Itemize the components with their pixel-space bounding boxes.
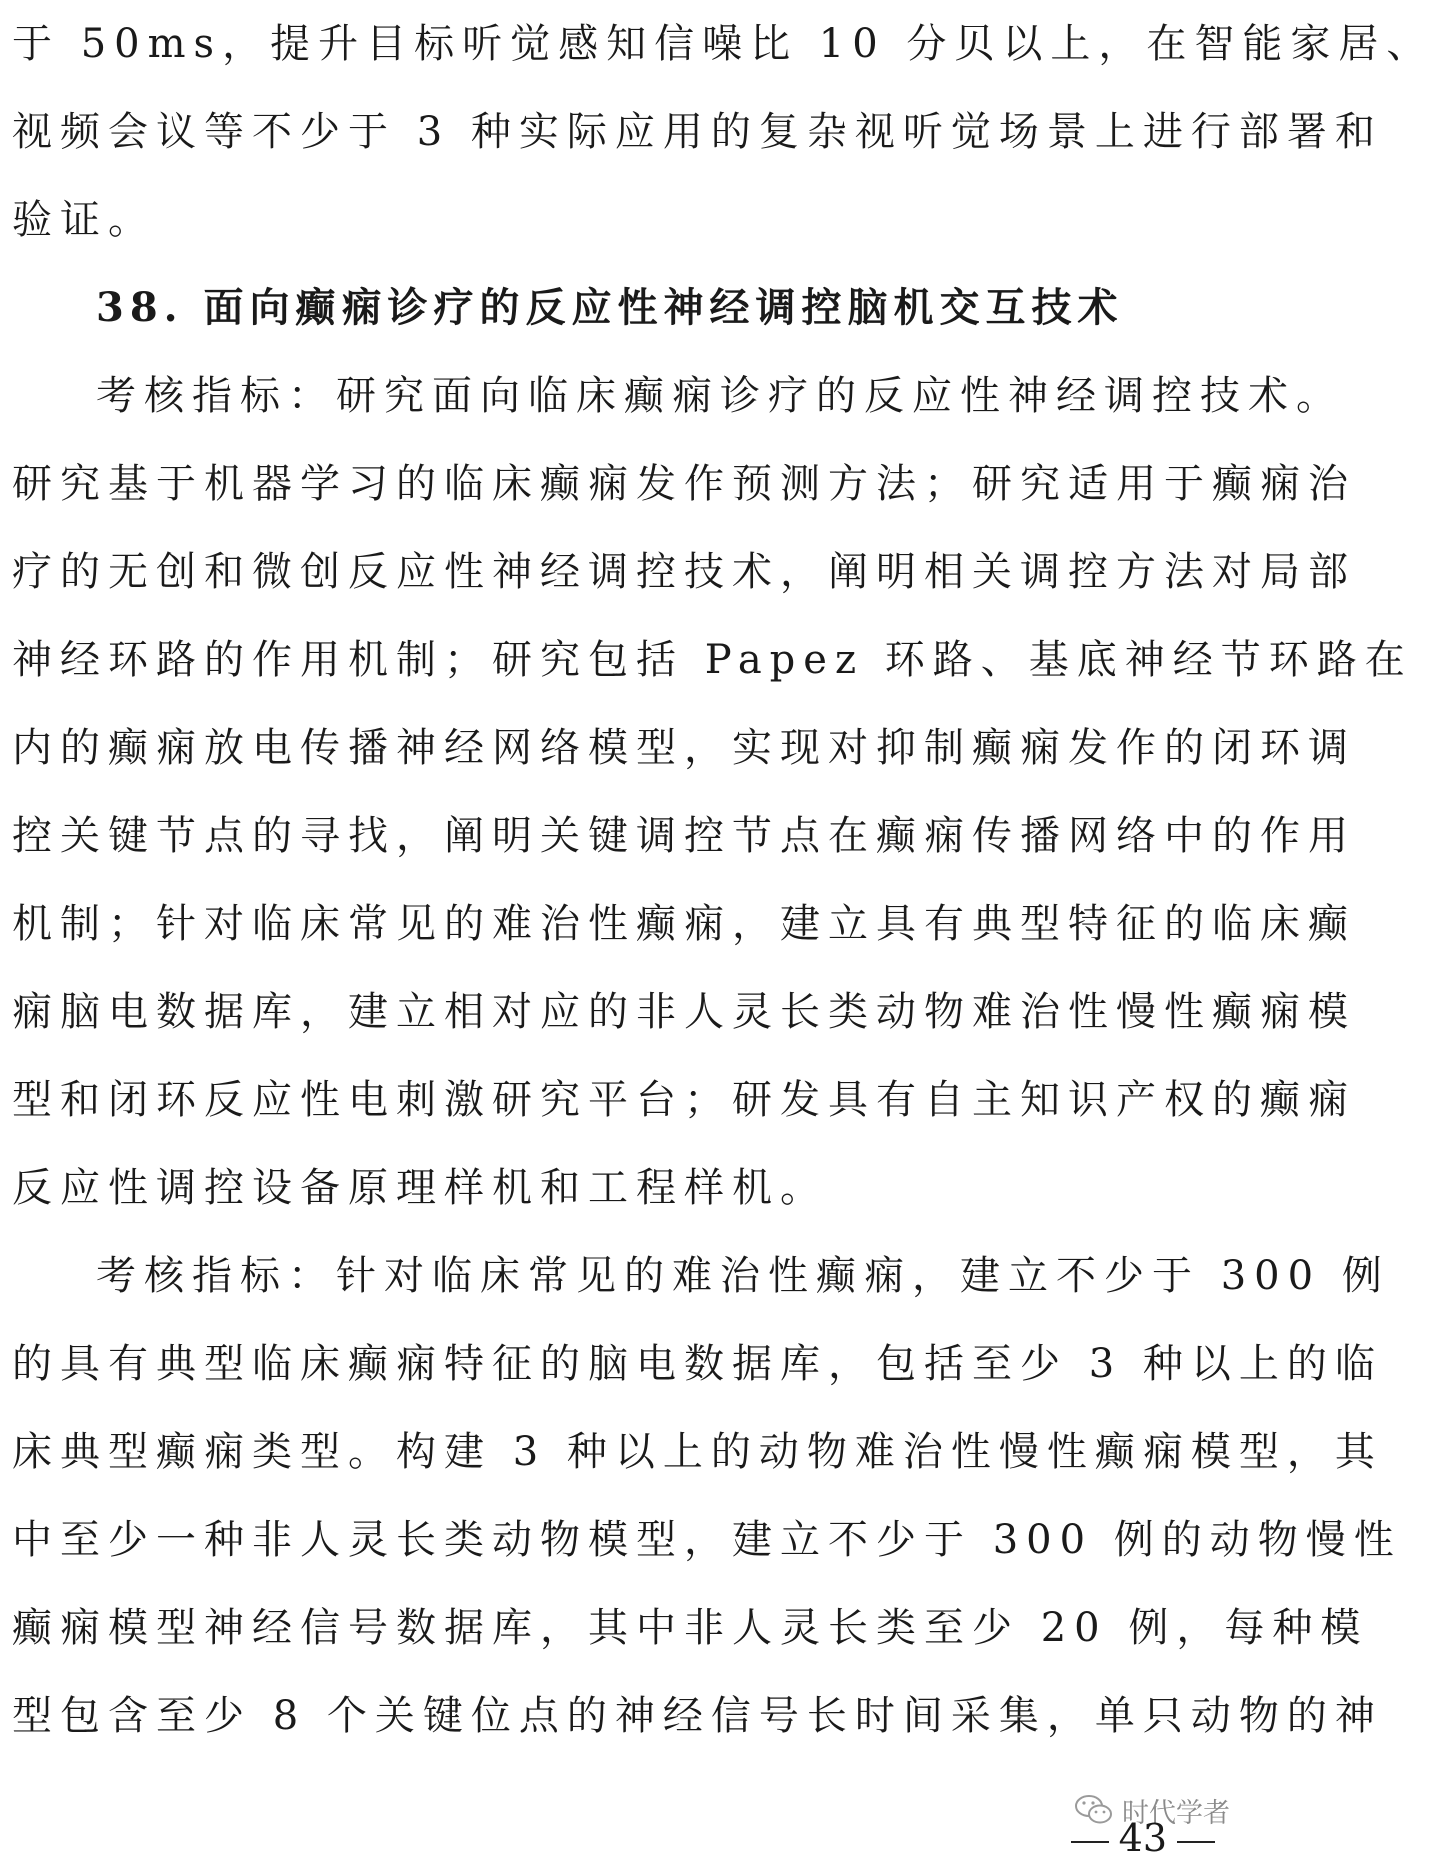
text-line: 考核指标：研究面向临床癫痫诊疗的反应性神经调控技术。 <box>96 373 1344 419</box>
text-line: 控关键节点的寻找，阐明关键调控节点在癫痫传播网络中的作用 <box>12 813 1356 859</box>
text-line: 考核指标：针对临床常见的难治性癫痫，建立不少于 300 例 <box>96 1253 1390 1299</box>
text-line: 型包含至少 8 个关键位点的神经信号长时间采集，单只动物的神 <box>12 1693 1383 1739</box>
text-line: 视频会议等不少于 3 种实际应用的复杂视听觉场景上进行部署和 <box>12 109 1383 155</box>
text-line: 内的癫痫放电传播神经网络模型，实现对抑制癫痫发作的闭环调 <box>12 725 1356 771</box>
text-line: 机制；针对临床常见的难治性癫痫，建立具有典型特征的临床癫 <box>12 901 1356 947</box>
text-line: 于 50ms，提升目标听觉感知信噪比 10 分贝以上，在智能家居、 <box>12 21 1434 67</box>
text-line: 验证。 <box>12 197 156 243</box>
text-line: 痫脑电数据库，建立相对应的非人灵长类动物难治性慢性癫痫模 <box>12 989 1356 1035</box>
text-line: 神经环路的作用机制；研究包括 Papez 环路、基底神经节环路在 <box>12 637 1413 683</box>
page-footer <box>0 1816 1255 1860</box>
text-line: 型和闭环反应性电刺激研究平台；研发具有自主知识产权的癫痫 <box>12 1077 1356 1123</box>
section-heading: 38. 面向癫痫诊疗的反应性神经调控脑机交互技术 <box>96 284 1124 331</box>
text-line: 研究基于机器学习的临床癫痫发作预测方法；研究适用于癫痫治 <box>12 461 1356 507</box>
page-number: 43 <box>1118 1816 1167 1860</box>
text-line: 的具有典型临床癫痫特征的脑电数据库，包括至少 3 种以上的临 <box>12 1341 1383 1387</box>
text-line: 床典型癫痫类型。构建 3 种以上的动物难治性慢性癫痫模型，其 <box>12 1429 1383 1475</box>
text-line: 反应性调控设备原理样机和工程样机。 <box>12 1165 828 1211</box>
body-text <box>12 0 1434 1760</box>
text-line: 疗的无创和微创反应性神经调控技术，阐明相关调控方法对局部 <box>12 549 1356 595</box>
footer-dash-right <box>1177 1841 1215 1843</box>
text-line: 癫痫模型神经信号数据库，其中非人灵长类至少 20 例，每种模 <box>12 1605 1369 1651</box>
footer-dash-left <box>1071 1841 1109 1843</box>
text-line: 中至少一种非人灵长类动物模型，建立不少于 300 例的动物慢性 <box>12 1517 1402 1563</box>
watermark-text: 时代学者 <box>1122 1797 1230 1829</box>
